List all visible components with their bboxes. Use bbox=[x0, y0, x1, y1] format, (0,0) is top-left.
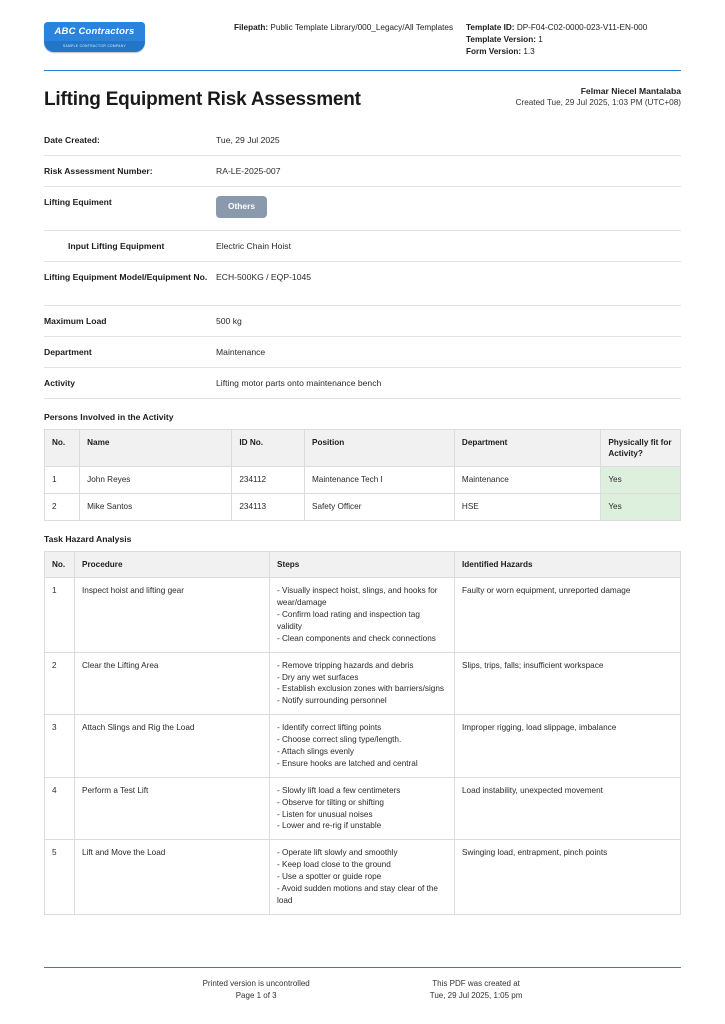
template-id-value: DP-F04-C02-0000-023-V11-EN-000 bbox=[516, 23, 648, 32]
filepath-value: Public Template Library/000_Legacy/All Templates bbox=[270, 23, 454, 32]
cell-name: John Reyes bbox=[80, 467, 232, 494]
field-label: Department bbox=[44, 347, 92, 358]
cell-procedure: Perform a Test Lift bbox=[75, 777, 270, 840]
field-row-model-equipment-no bbox=[44, 262, 681, 306]
cell-physically-fit: Yes bbox=[601, 467, 681, 494]
field-label: Risk Assessment Number: bbox=[44, 166, 153, 177]
cell-no: 5 bbox=[45, 840, 75, 914]
cell-no: 2 bbox=[45, 652, 75, 715]
column-header-no: No. bbox=[45, 552, 75, 578]
table-row bbox=[45, 840, 681, 914]
cell-steps: - Identify correct lifting points - Choose correct sling type/length. - Attach slings evenly - Ensure hooks are latched and central bbox=[270, 715, 455, 778]
field-row-activity bbox=[44, 368, 681, 399]
cell-no: 1 bbox=[45, 467, 80, 494]
field-value: Electric Chain Hoist bbox=[216, 241, 291, 252]
cell-physically-fit: Yes bbox=[601, 494, 681, 521]
status-badge-others: Others bbox=[216, 196, 267, 218]
table-row bbox=[45, 652, 681, 715]
footer-left bbox=[203, 978, 310, 1002]
table-row bbox=[45, 578, 681, 652]
cell-name: Mike Santos bbox=[80, 494, 232, 521]
cell-procedure: Attach Slings and Rig the Load bbox=[75, 715, 270, 778]
cell-steps: - Slowly lift load a few centimeters - Observe for tilting or shifting - Listen for unusual noises - Lower and re-rig if unstable bbox=[270, 777, 455, 840]
field-value-wrap bbox=[216, 196, 681, 218]
field-row-department bbox=[44, 337, 681, 368]
field-value: Lifting motor parts onto maintenance bench bbox=[216, 378, 382, 389]
document-footer bbox=[44, 967, 681, 1002]
cell-procedure: Inspect hoist and lifting gear bbox=[75, 578, 270, 652]
document-header bbox=[44, 0, 681, 70]
template-meta-block bbox=[466, 18, 681, 58]
field-label: Date Created: bbox=[44, 135, 100, 146]
cell-steps: - Visually inspect hoist, slings, and hooks for wear/damage - Confirm load rating and inspection tag validity - Clean components and check connections bbox=[270, 578, 455, 652]
column-header-no: No. bbox=[45, 430, 80, 467]
table-row bbox=[45, 494, 681, 521]
field-value: ECH-500KG / EQP-1045 bbox=[216, 272, 312, 283]
field-row-maximum-load bbox=[44, 306, 681, 337]
company-logo bbox=[44, 18, 234, 52]
cell-department: Maintenance bbox=[454, 467, 600, 494]
field-value: 500 kg bbox=[216, 316, 242, 327]
cell-procedure: Clear the Lifting Area bbox=[75, 652, 270, 715]
cell-hazards: Load instability, unexpected movement bbox=[455, 777, 681, 840]
template-version-value: 1 bbox=[538, 34, 543, 44]
footer-uncontrolled-note: Printed version is uncontrolled bbox=[202, 979, 310, 988]
cell-id: 234113 bbox=[232, 494, 305, 521]
logo-company-name: ABC Contractors bbox=[54, 26, 135, 37]
field-value: RA-LE-2025-007 bbox=[216, 166, 281, 177]
cell-no: 3 bbox=[45, 715, 75, 778]
table-row bbox=[45, 715, 681, 778]
template-id-label: Template ID: bbox=[466, 23, 515, 32]
table-row bbox=[45, 467, 681, 494]
filepath-label: Filepath: bbox=[234, 23, 269, 32]
column-header-identified-hazards: Identified Hazards bbox=[455, 552, 681, 578]
field-label: Lifting Equipment Model/Equipment No. bbox=[44, 272, 208, 283]
field-row-risk-assessment-number bbox=[44, 156, 681, 187]
persons-table bbox=[44, 429, 681, 521]
cell-steps: - Remove tripping hazards and debris - Dry any wet surfaces - Establish exclusion zones with barriers/signs - Notify surrounding personnel bbox=[270, 652, 455, 715]
title-block bbox=[44, 85, 681, 125]
footer-page-number: Page 1 of 3 bbox=[235, 991, 277, 1000]
cell-hazards: Swinging load, entrapment, pinch points bbox=[455, 840, 681, 914]
cell-steps: - Operate lift slowly and smoothly - Keep load close to the ground - Use a spotter or guide rope - Avoid sudden motions and stay clear of the load bbox=[270, 840, 455, 914]
logo-tagline: SAMPLE CONTRACTOR COMPANY bbox=[62, 44, 126, 48]
footer-divider bbox=[44, 967, 681, 968]
cell-no: 1 bbox=[45, 578, 75, 652]
header-divider bbox=[44, 70, 681, 71]
cell-position: Maintenance Tech I bbox=[304, 467, 454, 494]
cell-hazards: Slips, trips, falls; insufficient workspace bbox=[455, 652, 681, 715]
author-created-date: Created Tue, 29 Jul 2025, 1:03 PM (UTC+08) bbox=[515, 98, 681, 108]
field-value: Tue, 29 Jul 2025 bbox=[216, 135, 280, 146]
column-header-steps: Steps bbox=[270, 552, 455, 578]
form-version-value: 1.3 bbox=[523, 46, 535, 56]
footer-created-label: This PDF was created at bbox=[432, 979, 520, 988]
table-header-row bbox=[45, 552, 681, 578]
field-label: Lifting Equiment bbox=[44, 197, 112, 208]
column-header-physically-fit: Physically fit for Activity? bbox=[601, 430, 681, 467]
column-header-name: Name bbox=[80, 430, 232, 467]
field-row-date-created bbox=[44, 125, 681, 156]
template-version-label: Template Version: bbox=[466, 34, 536, 44]
author-block bbox=[516, 85, 681, 111]
field-row-input-lifting-equipment bbox=[44, 231, 681, 262]
field-row-lifting-equipment bbox=[44, 187, 681, 231]
column-header-position: Position bbox=[304, 430, 454, 467]
table-row bbox=[45, 777, 681, 840]
column-header-procedure: Procedure bbox=[75, 552, 270, 578]
task-hazard-analysis-table bbox=[44, 551, 681, 915]
cell-id: 234112 bbox=[232, 467, 305, 494]
field-label: Activity bbox=[44, 378, 76, 389]
column-header-department: Department bbox=[454, 430, 600, 467]
field-value: Maintenance bbox=[216, 347, 266, 358]
cell-hazards: Faulty or worn equipment, unreported damage bbox=[455, 578, 681, 652]
cell-position: Safety Officer bbox=[304, 494, 454, 521]
field-label: Maximum Load bbox=[44, 316, 107, 327]
column-header-id: ID No. bbox=[232, 430, 305, 467]
cell-no: 4 bbox=[45, 777, 75, 840]
persons-section-title: Persons Involved in the Activity bbox=[44, 412, 174, 423]
tha-section-title: Task Hazard Analysis bbox=[44, 534, 132, 545]
cell-no: 2 bbox=[45, 494, 80, 521]
cell-hazards: Improper rigging, load slippage, imbalance bbox=[455, 715, 681, 778]
cell-department: HSE bbox=[454, 494, 600, 521]
field-label: Input Lifting Equipment bbox=[68, 241, 165, 252]
form-version-label: Form Version: bbox=[466, 46, 522, 56]
table-header-row bbox=[45, 430, 681, 467]
footer-right bbox=[430, 978, 523, 1002]
filepath-block bbox=[234, 18, 466, 33]
footer-created-timestamp: Tue, 29 Jul 2025, 1:05 pm bbox=[429, 991, 523, 1000]
cell-procedure: Lift and Move the Load bbox=[75, 840, 270, 914]
page-title: Lifting Equipment Risk Assessment bbox=[44, 89, 361, 111]
author-name: Felmar Niecel Mantalaba bbox=[580, 85, 681, 96]
